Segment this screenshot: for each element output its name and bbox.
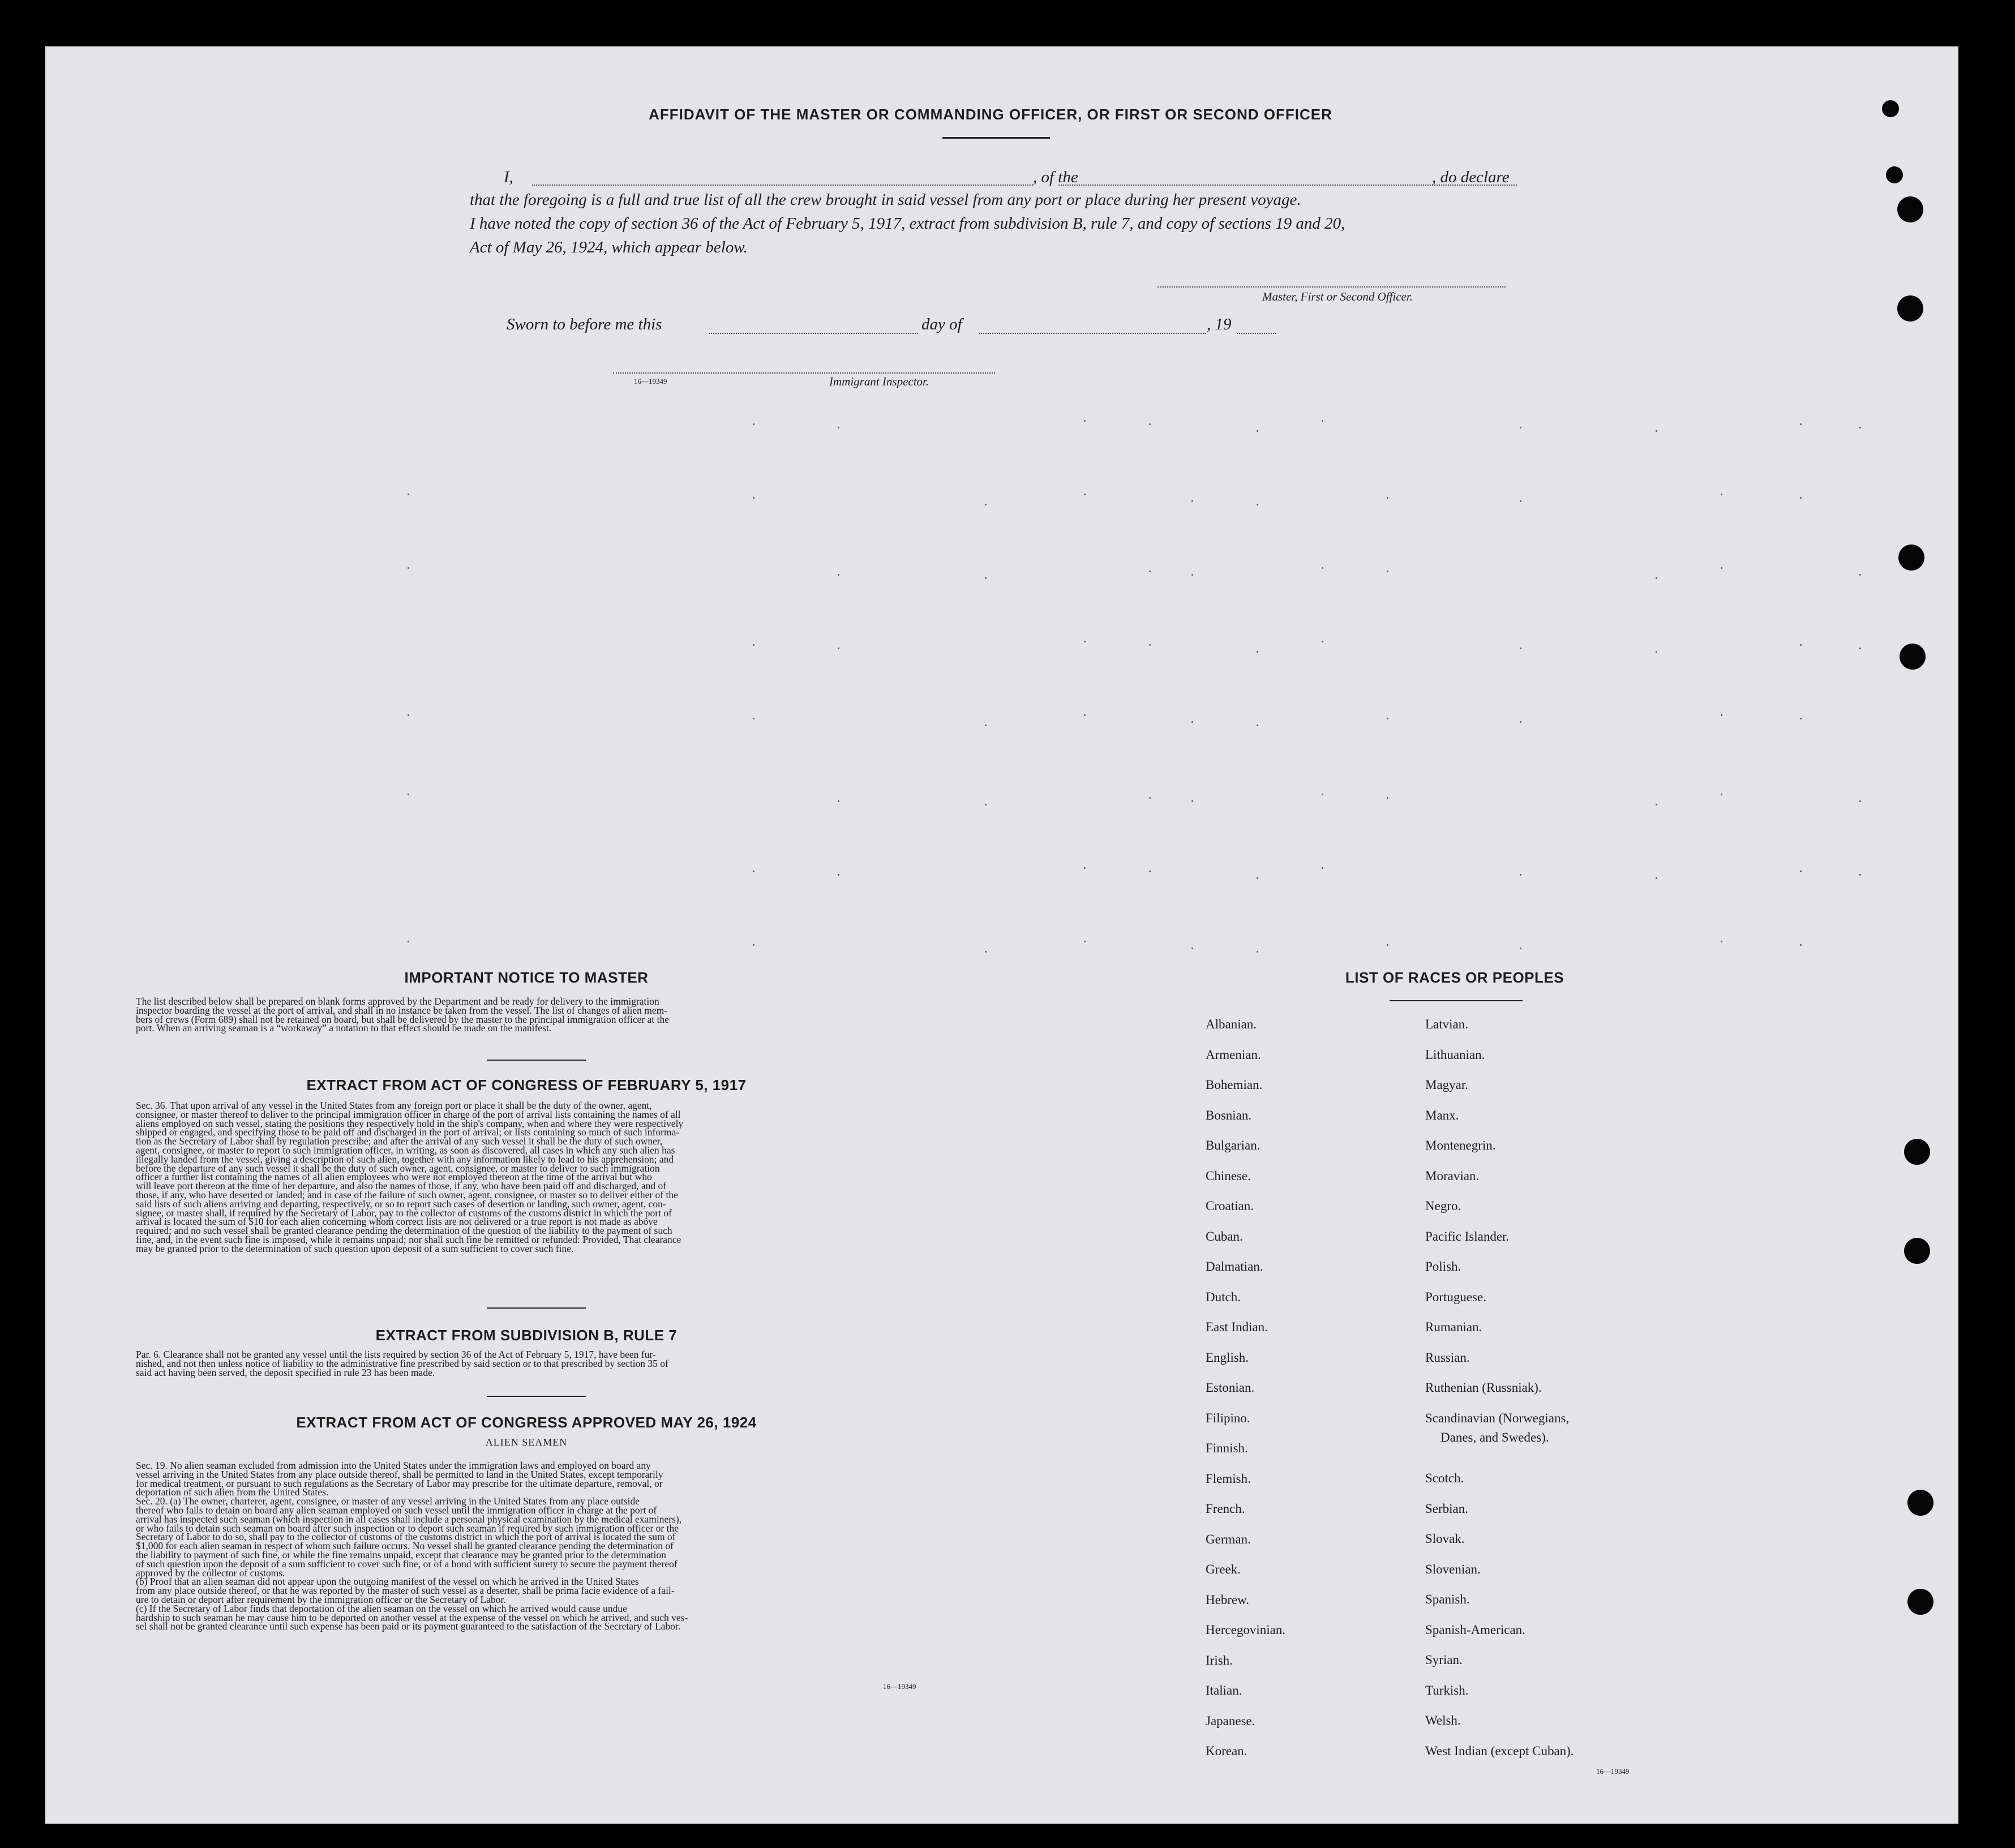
grid-speck xyxy=(1520,648,1521,649)
grid-speck xyxy=(1520,721,1521,723)
grid-speck xyxy=(1387,571,1388,572)
document-page xyxy=(45,46,1958,1824)
extract-1924-line: of such question upon the deposit of a sum sufficient to cover such fine, or of a bond with sufficient surety to secure the payment thereof xyxy=(136,1558,678,1570)
races-divider xyxy=(1390,1000,1523,1001)
race-item: German. xyxy=(1206,1532,1251,1546)
race-item: Serbian. xyxy=(1425,1501,1469,1516)
race-item: Ruthenian (Russniak). xyxy=(1425,1380,1542,1395)
extract-form-number: 16—19349 xyxy=(883,1682,916,1691)
grid-speck xyxy=(1721,494,1722,495)
extract-rule7-body xyxy=(136,1350,917,1377)
race-item: Scandinavian (Norwegians, xyxy=(1425,1410,1570,1425)
affidavit-line3: I have noted the copy of section 36 of the Act of February 5, 1917, extract from subdivision B, rule 7, and copy of sections 19 and 20, xyxy=(470,215,1345,233)
grid-speck xyxy=(1322,641,1323,642)
grid-speck xyxy=(1656,651,1657,653)
grid-speck xyxy=(408,494,409,495)
extract-1924-line: sel shall not be granted clearance until such expense has been paid or its payment guaranteed to the satisfaction of the Secretary of Labor. xyxy=(136,1620,681,1632)
notice-line: port. When an arriving seaman is a “workaway” a notation to that effect should be made on the manifest. xyxy=(136,1022,552,1034)
extract-1924-line: Secretary of Labor to do so, shall pay to the collector of customs of the customs district in which the port of arrival is located the sum of xyxy=(136,1531,676,1543)
extract-1924-line: approved by the collector of customs. xyxy=(136,1567,285,1579)
extract-rule7-line: nished, and not then unless notice of liability to the administrative fine prescribed by said section or to that prescribed by section 35 of xyxy=(136,1357,668,1369)
race-item: Lithuanian. xyxy=(1425,1047,1485,1062)
grid-speck xyxy=(1520,874,1521,876)
race-item: Albanian. xyxy=(1206,1017,1257,1031)
race-item: West Indian (except Cuban). xyxy=(1425,1743,1574,1758)
grid-speck xyxy=(1859,800,1861,802)
race-item: Finnish. xyxy=(1206,1441,1248,1455)
race-item: Japanese. xyxy=(1206,1713,1255,1728)
grid-speck xyxy=(408,714,409,716)
race-item: Welsh. xyxy=(1425,1713,1461,1727)
sworn-year-blank[interactable] xyxy=(1237,333,1276,334)
name-blank[interactable] xyxy=(532,185,1033,186)
grid-speck xyxy=(1191,947,1193,949)
grid-speck xyxy=(1257,877,1258,879)
race-item: Dutch. xyxy=(1206,1289,1241,1304)
extract-1917-line: shipped or engaged, and specifying those to be paid off and discharged in the port of arrival; or lists containing so much of such informa- xyxy=(136,1126,680,1138)
extract-1917-line: said lists of such aliens arriving and departing, respectively, or so to report such cases of desertion or landing, such owner, agent, con- xyxy=(136,1198,666,1210)
race-item: Danes, and Swedes). xyxy=(1440,1430,1549,1444)
sworn-day-label: day of xyxy=(921,315,962,333)
grid-speck xyxy=(1191,800,1193,802)
grid-speck xyxy=(1656,430,1657,432)
affidavit-form-number: 16—19349 xyxy=(634,377,667,385)
grid-speck xyxy=(1257,504,1258,505)
extract-rule7-line: said act having been served, the deposit specified in rule 23 has been made. xyxy=(136,1366,435,1378)
race-item: Magyar. xyxy=(1425,1078,1469,1092)
grid-speck xyxy=(985,504,987,505)
inspector-signature-line[interactable] xyxy=(613,372,995,374)
grid-speck xyxy=(1084,641,1086,642)
race-item: Italian. xyxy=(1206,1683,1242,1697)
extract-1924-line: the liability to payment of such fine, or while the fine remains unpaid, except that clearance may be granted prior to the determination xyxy=(136,1549,666,1560)
race-item: Slovenian. xyxy=(1425,1562,1481,1576)
race-item: English. xyxy=(1206,1350,1249,1365)
race-item: Syrian. xyxy=(1425,1653,1463,1667)
extract-1917-line: required; and no such vessel shall be granted clearance pending the determination of the question of the liability to the payment of such xyxy=(136,1225,672,1237)
extract-1924-subtitle: ALIEN SEAMEN xyxy=(485,1437,568,1448)
grid-speck xyxy=(1387,797,1388,799)
grid-speck xyxy=(1656,877,1657,879)
master-signature-line[interactable] xyxy=(1157,286,1506,288)
punch-hole xyxy=(1897,196,1923,222)
notice-line: inspector boarding the vessel at the port of arrival, and shall in no instance be taken from the vessel. The list of changes of alien mem- xyxy=(136,1004,668,1016)
grid-speck xyxy=(753,423,754,425)
race-item: Spanish-American. xyxy=(1425,1622,1525,1637)
extract-1924-line: from any place outside thereof, or that he was reported by the master of such vessel as a deserter, shall be prima facie evidence of a fail- xyxy=(136,1585,675,1597)
grid-speck xyxy=(1387,944,1388,946)
grid-speck xyxy=(838,648,839,649)
grid-speck xyxy=(753,644,754,646)
races-form-number: 16—19349 xyxy=(1596,1767,1630,1776)
extract-1924-line: deportation of such alien from the United States. xyxy=(136,1486,329,1498)
extract-1924-line: (c) If the Secretary of Labor finds that deportation of the alien seaman on the vessel on which he arrived would cause undue xyxy=(136,1602,627,1614)
races-title: LIST OF RACES OR PEOPLES xyxy=(1345,969,1564,986)
punch-hole xyxy=(1897,295,1923,321)
grid-speck xyxy=(408,567,409,569)
notice-body xyxy=(136,997,917,1033)
extract-1917-title: EXTRACT FROM ACT OF CONGRESS OF FEBRUARY 5, 1917 xyxy=(306,1077,747,1094)
punch-hole xyxy=(1907,1490,1933,1516)
grid-speck xyxy=(408,941,409,942)
grid-speck xyxy=(985,804,987,805)
grid-speck xyxy=(838,574,839,576)
extract-1924-line: Sec. 19. No alien seaman excluded from admission into the United States under the immigration laws and employed on board any xyxy=(136,1460,651,1471)
extract-1917-line: agent, consignee, or master to report to such immigration officer, in writing, as soon as discovered, all cases in which any such alien has xyxy=(136,1144,675,1156)
extract-1917-line: consignee, or master thereof to deliver to the principal immigration officer in charge of the port of arrival lists containing the names of all xyxy=(136,1108,681,1120)
race-item: Dalmatian. xyxy=(1206,1259,1263,1274)
notice-line: bers of crews (Form 689) shall not be retained on board, but shall be delivered by the master to the principal immigration officer at the xyxy=(136,1013,669,1025)
extract-1917-line: may be granted prior to the determination of such question upon deposit of a sum sufficient to cover such fine. xyxy=(136,1242,574,1254)
grid-speck xyxy=(1520,500,1521,502)
grid-speck xyxy=(838,427,839,428)
grid-speck xyxy=(1257,651,1258,653)
punch-hole xyxy=(1907,1589,1933,1615)
section-divider xyxy=(487,1307,586,1309)
sworn-month-blank[interactable] xyxy=(979,333,1206,334)
punch-hole xyxy=(1886,166,1903,183)
extract-rule7-line: Par. 6. Clearance shall not be granted any vessel until the lists required by section 36 of the Act of February 5, 1917, have been fur- xyxy=(136,1349,656,1360)
race-item: Filipino. xyxy=(1206,1410,1250,1425)
race-item: Chinese. xyxy=(1206,1168,1251,1183)
punch-hole xyxy=(1904,1238,1930,1264)
punch-hole xyxy=(1904,1139,1930,1165)
race-item: Turkish. xyxy=(1425,1683,1469,1697)
race-item: Bosnian. xyxy=(1206,1108,1252,1122)
grid-speck xyxy=(1800,497,1802,499)
grid-speck xyxy=(1084,494,1086,495)
extract-rule7-title: EXTRACT FROM SUBDIVISION B, RULE 7 xyxy=(375,1327,678,1344)
race-item: Slovak. xyxy=(1425,1532,1465,1546)
grid-speck xyxy=(1721,714,1722,716)
grid-speck xyxy=(1800,423,1802,425)
grid-speck xyxy=(1322,867,1323,869)
race-item: Greek. xyxy=(1206,1562,1241,1576)
extract-1917-line: tion as the Secretary of Labor shall by regulation prescribe; and after the arrival of any such vessel it shall be the duty of such owner, xyxy=(136,1135,663,1147)
grid-speck xyxy=(1191,574,1193,576)
race-item: Manx. xyxy=(1425,1108,1459,1122)
grid-speck xyxy=(408,794,409,795)
grid-speck xyxy=(985,577,987,579)
affidavit-line1-suffix: , do declare xyxy=(1432,168,1510,186)
grid-speck xyxy=(1800,718,1802,719)
notice-title: IMPORTANT NOTICE TO MASTER xyxy=(404,969,649,986)
race-item: Portuguese. xyxy=(1425,1289,1486,1304)
master-signature-label: Master, First or Second Officer. xyxy=(1262,290,1413,303)
grid-speck xyxy=(985,724,987,726)
section-divider xyxy=(487,1060,586,1061)
sworn-year: , 19 xyxy=(1207,315,1232,333)
grid-speck xyxy=(1800,944,1802,946)
race-item: Cuban. xyxy=(1206,1229,1243,1244)
extract-1917-line: aliens employed on such vessel, stating the positions they respectively hold in the ship's company, when and where they were respectively xyxy=(136,1117,684,1129)
affidavit-title: AFFIDAVIT OF THE MASTER OR COMMANDING OFFICER, OR FIRST OR SECOND OFFICER xyxy=(649,106,1332,123)
grid-speck xyxy=(1084,941,1086,942)
grid-speck xyxy=(1149,571,1151,572)
grid-speck xyxy=(1191,500,1193,502)
extract-1924-line: thereof who fails to detain on board any alien seaman employed on such vessel until the immigration officer in charge at the port of xyxy=(136,1504,657,1516)
extract-1924-line: for medical treatment, or pursuant to such regulations as the Secretary of Labor may prescribe for the ultimate departure, removal, or xyxy=(136,1477,663,1489)
race-item: Estonian. xyxy=(1206,1380,1255,1395)
race-item: Negro. xyxy=(1425,1199,1461,1213)
extract-1917-line: those, if any, who have deserted or landed; and in case of the failure of such owner, agent, consignee, or master so to deliver either of the xyxy=(136,1189,678,1200)
affidavit-line4: Act of May 26, 1924, which appear below. xyxy=(470,238,748,256)
grid-speck xyxy=(1149,644,1151,646)
grid-speck xyxy=(753,497,754,499)
grid-speck xyxy=(1191,721,1193,723)
notice-line: The list described below shall be prepared on blank forms approved by the Department and be ready for delivery to the immigration xyxy=(136,996,659,1007)
grid-speck xyxy=(1800,644,1802,646)
race-item: Korean. xyxy=(1206,1744,1247,1758)
race-item: Polish. xyxy=(1425,1259,1461,1274)
grid-speck xyxy=(985,951,987,953)
affidavit-line1-middle: , of the xyxy=(1033,168,1078,186)
section-divider xyxy=(487,1396,586,1397)
race-item: Scotch. xyxy=(1425,1471,1464,1485)
punch-hole xyxy=(1898,544,1924,571)
extract-1917-line: signee, or master shall, if required by the Secretary of Labor, pay to the collector of customs of the customs district in which the port of xyxy=(136,1207,672,1219)
extract-1924-body xyxy=(136,1461,917,1631)
grid-speck xyxy=(1084,420,1086,422)
extract-1917-line: Sec. 36. That upon arrival of any vessel in the United States from any foreign port or place it shall be the duty of the owner, agent, xyxy=(136,1100,652,1111)
race-item: Croatian. xyxy=(1206,1199,1254,1213)
race-item: Bulgarian. xyxy=(1206,1138,1261,1152)
race-item: Armenian. xyxy=(1206,1047,1261,1062)
grid-speck xyxy=(838,800,839,802)
extract-1924-line: hardship to such seaman he may cause him to be deported on another vessel at the expense of the vessel on which he arrived, and such ves- xyxy=(136,1611,688,1623)
grid-speck xyxy=(1084,714,1086,716)
grid-speck xyxy=(1257,724,1258,726)
extract-1924-line: vessel arriving in the United States from any place outside thereof, shall be permitted to land in the United States, except temporarily xyxy=(136,1468,663,1480)
grid-speck xyxy=(1149,423,1151,425)
extract-1917-line: fine, and, in the event such fine is imposed, while it remains unpaid; nor shall such fine be remitted or refunded: Provided, That clearance xyxy=(136,1233,681,1245)
grid-speck xyxy=(1656,804,1657,805)
race-item: Hebrew. xyxy=(1206,1592,1250,1607)
grid-speck xyxy=(753,871,754,872)
sworn-prefix: Sworn to before me this xyxy=(507,315,662,333)
race-item: Spanish. xyxy=(1425,1592,1470,1606)
affidavit-line2: that the foregoing is a full and true list of all the crew brought in said vessel from any port or place during her present voyage. xyxy=(470,191,1301,209)
race-item: Moravian. xyxy=(1425,1168,1480,1183)
race-item: Irish. xyxy=(1206,1653,1233,1667)
extract-1924-line: $1,000 for each alien seaman in respect of whom such failure occurs. No vessel shall be granted clearance pending the determination of xyxy=(136,1540,674,1552)
grid-speck xyxy=(753,718,754,719)
grid-speck xyxy=(1520,427,1521,428)
title-divider xyxy=(942,137,1050,139)
race-item: Rumanian. xyxy=(1425,1320,1482,1334)
grid-speck xyxy=(1721,941,1722,942)
race-item: Latvian. xyxy=(1425,1017,1468,1031)
inspector-label: Immigrant Inspector. xyxy=(829,375,929,388)
race-item: East Indian. xyxy=(1206,1320,1268,1334)
extract-1924-line: ure to detain or deport after requirement by the immigration officer or the Secretary of Labor. xyxy=(136,1593,506,1605)
extract-1924-line: arrival has inspected such seaman (which inspection in all cases shall include a personal physical examination by the medical examiners), xyxy=(136,1513,682,1525)
grid-speck xyxy=(1387,497,1388,499)
extract-1924-line: (b) Proof that an alien seaman did not appear upon the outgoing manifest of the vessel on which he arrived in the United States xyxy=(136,1576,639,1588)
extract-1924-line: or who fails to detain such seaman on board after such inspection or to deport such seaman if required by such immigration officer or the xyxy=(136,1522,679,1534)
grid-speck xyxy=(1084,867,1086,869)
grid-speck xyxy=(1656,577,1657,579)
race-item: Hercegovinian. xyxy=(1206,1623,1286,1637)
race-item: Montenegrin. xyxy=(1425,1138,1496,1152)
extract-1924-title: EXTRACT FROM ACT OF CONGRESS APPROVED MAY 26, 1924 xyxy=(296,1414,757,1431)
affidavit-line1-prefix: I, xyxy=(504,168,513,186)
extract-1917-line: officer a further list containing the names of all alien employees who were not employed thereon at the time of the arrival but who xyxy=(136,1171,652,1183)
sworn-day-blank[interactable] xyxy=(709,333,918,334)
race-item: Pacific Islander. xyxy=(1425,1229,1510,1244)
punch-hole xyxy=(1900,644,1926,670)
grid-speck xyxy=(1322,794,1323,795)
race-item: French. xyxy=(1206,1502,1245,1516)
grid-speck xyxy=(1149,871,1151,872)
extract-1917-line: illegally landed from the vessel, giving a description of such alien, together with any information likely to lead to his apprehension; and xyxy=(136,1153,674,1165)
grid-speck xyxy=(1800,871,1802,872)
grid-speck xyxy=(1257,951,1258,953)
grid-speck xyxy=(1859,574,1861,576)
grid-speck xyxy=(1149,797,1151,799)
extract-1917-line: will leave port thereon at the time of her departure, and also the names of those, if any, who have been paid off and discharged, and of xyxy=(136,1180,667,1192)
extract-1924-line: Sec. 20. (a) The owner, charterer, agent, consignee, or master of any vessel arriving in the United States from any place outside xyxy=(136,1495,640,1507)
grid-speck xyxy=(1322,567,1323,569)
grid-speck xyxy=(1721,794,1722,795)
grid-speck xyxy=(1721,567,1722,569)
grid-speck xyxy=(1257,430,1258,432)
grid-speck xyxy=(753,944,754,946)
extract-1917-body xyxy=(136,1101,917,1254)
race-item: Russian. xyxy=(1425,1350,1470,1365)
grid-speck xyxy=(1387,718,1388,719)
grid-speck xyxy=(1322,420,1323,422)
race-item: Flemish. xyxy=(1206,1471,1251,1486)
grid-speck xyxy=(838,874,839,876)
grid-speck xyxy=(1859,874,1861,876)
extract-1917-line: before the departure of any such vessel it shall be the duty of such owner, agent, consignee, or master to deliver to such immigration xyxy=(136,1162,660,1174)
grid-speck xyxy=(1859,648,1861,649)
grid-speck xyxy=(1520,947,1521,949)
race-item: Bohemian. xyxy=(1206,1078,1263,1092)
punch-hole xyxy=(1882,100,1899,117)
grid-speck xyxy=(1859,427,1861,428)
extract-1917-line: arrival is located the sum of $10 for each alien concerning whom correct lists are not delivered or a true report is not made as above xyxy=(136,1216,658,1228)
